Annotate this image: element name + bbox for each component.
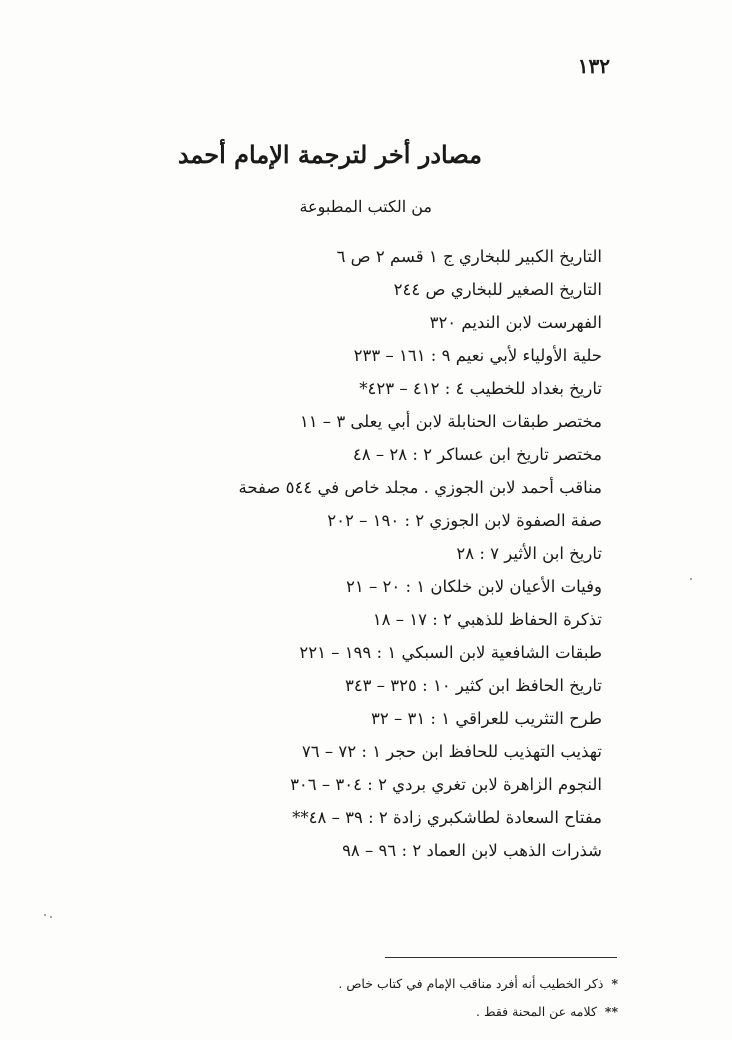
source-item: تاريخ بغداد للخطيب ٤ : ٤١٢ – ٤٢٣* <box>359 379 602 398</box>
footnote-mark: ** <box>604 1004 618 1019</box>
source-item: شذرات الذهب لابن العماد ٢ : ٩٦ – ٩٨ <box>342 841 602 860</box>
source-item: مختصر تاريخ ابن عساكر ٢ : ٢٨ – ٤٨ <box>352 445 602 464</box>
source-item: حلية الأولياء لأبي نعيم ٩ : ١٦١ – ٢٣٣ <box>353 346 602 365</box>
source-item: الفهرست لابن النديم ٣٢٠ <box>429 313 602 332</box>
footnote-item <box>338 970 618 998</box>
source-item: وفيات الأعيان لابن خلكان ١ : ٢٠ – ٢١ <box>346 577 602 596</box>
source-item: التاريخ الصغير للبخاري ص ٢٤٤ <box>393 280 602 299</box>
page-number: ١٣٢ <box>577 54 610 78</box>
scan-speck <box>50 916 52 918</box>
footnote-text: ذكر الخطيب أنه أفرد مناقب الإمام في كتاب خاص . <box>338 976 604 991</box>
source-item: التاريخ الكبير للبخاري ج ١ قسم ٢ ص ٦ <box>336 247 602 266</box>
source-item: مفتاح السعادة لطاشكبري زادة ٢ : ٣٩ – ٤٨** <box>292 808 602 827</box>
scan-speck <box>44 914 46 916</box>
source-item: تذكرة الحفاظ للذهبي ٢ : ١٧ – ١٨ <box>372 610 602 629</box>
source-item: تهذيب التهذيب للحافظ ابن حجر ١ : ٧٢ – ٧٦ <box>301 742 602 761</box>
footnote-divider <box>385 957 617 958</box>
source-item: مناقب أحمد لابن الجوزي . مجلد خاص في ٥٤٤ صفحة <box>238 478 602 497</box>
source-item: طرح التثريب للعراقي ١ : ٣١ – ٣٢ <box>370 709 602 728</box>
source-item: صفة الصفوة لابن الجوزي ٢ : ١٩٠ – ٢٠٢ <box>327 511 602 530</box>
source-item: تاريخ ابن الأثير ٧ : ٢٨ <box>456 544 602 563</box>
source-item: طبقات الشافعية لابن السبكي ١ : ١٩٩ – ٢٢١ <box>299 643 602 662</box>
source-item: النجوم الزاهرة لابن تغري بردي ٢ : ٣٠٤ – ٣٠٦ <box>290 775 602 794</box>
footnote-item <box>338 998 618 1026</box>
page-title: مصادر أخر لترجمة الإمام أحمد <box>177 140 482 169</box>
page-subtitle: من الكتب المطبوعة <box>299 197 432 216</box>
scan-speck <box>690 578 692 580</box>
source-item: تاريخ الحافظ ابن كثير ١٠ : ٣٢٥ – ٣٤٣ <box>344 676 602 695</box>
sources-list <box>239 240 602 867</box>
source-item: مختصر طبقات الحنابلة لابن أبي يعلى ٣ – ١١ <box>299 412 602 431</box>
footnote-mark: * <box>611 976 618 991</box>
footnotes-list <box>338 970 618 1026</box>
footnote-text: كلامه عن المحنة فقط . <box>476 1004 597 1019</box>
